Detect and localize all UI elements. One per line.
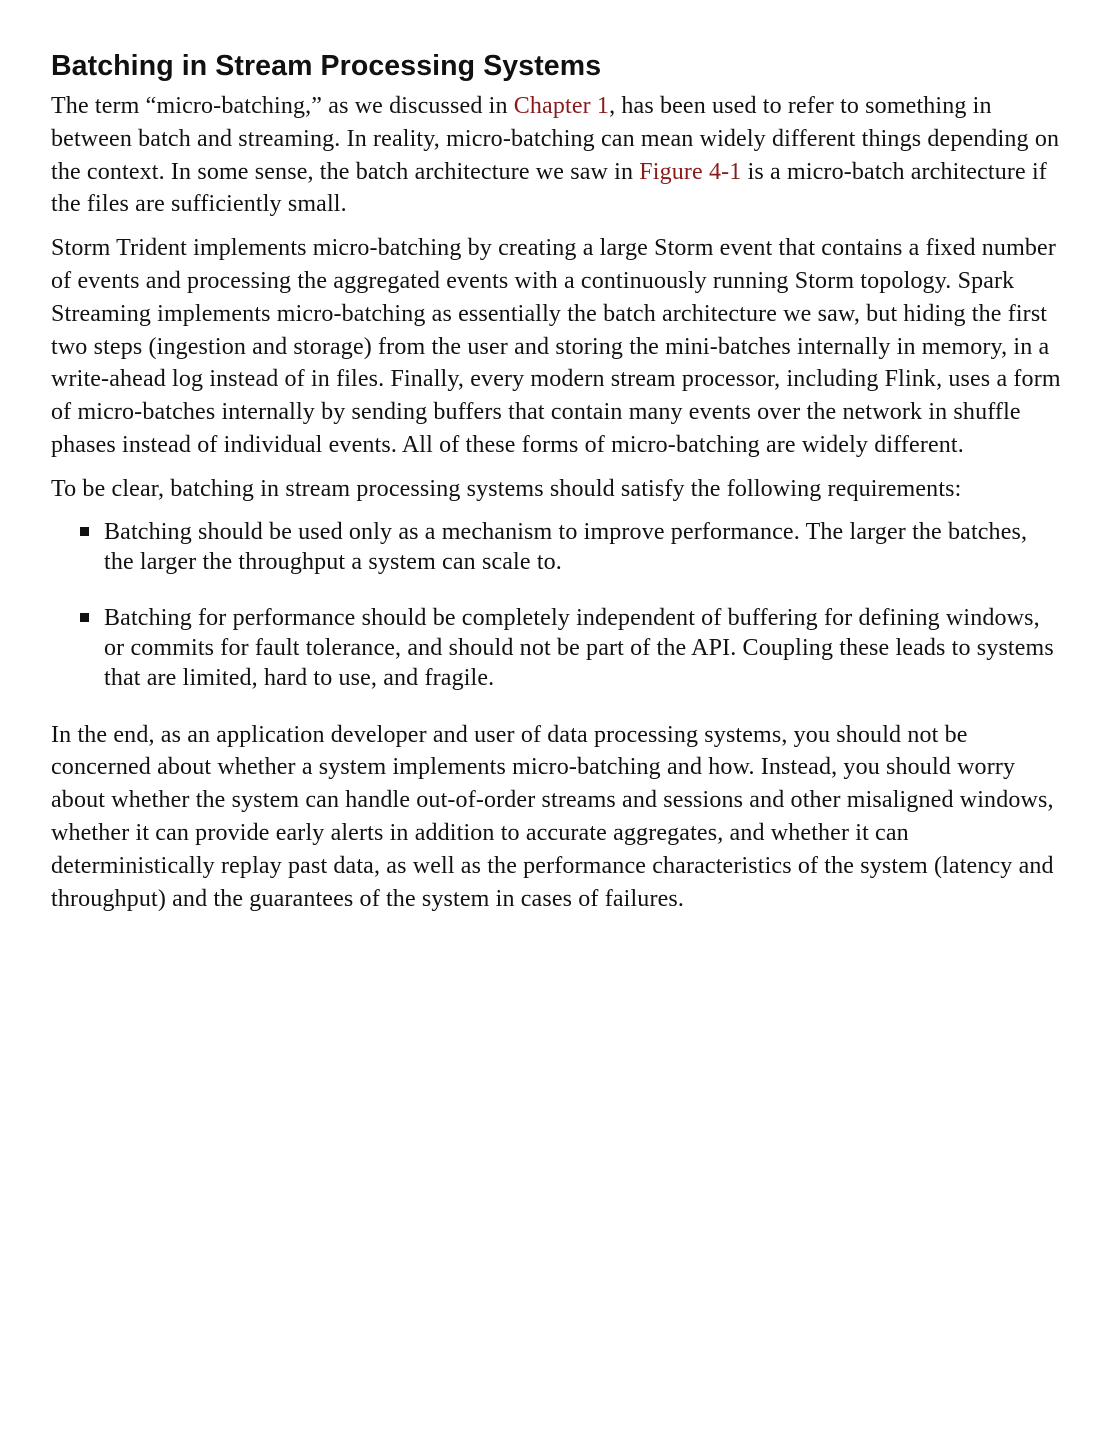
paragraph-conclusion: In the end, as an application developer and user of data processing systems, you should not be concerned about whether a system implements micro-batching and how. Instead, you should worry about whether the system can handle out-of-order streams and sessions and other misaligned windows, whether it can provide early alerts in addition to accurate aggregates, and whether it can deterministically replay past data, as well as the performance characteristics of the system (latency and throughput) and the guarantees of the system in cases of failures. xyxy=(51,721,1054,912)
chapter-1-link[interactable]: Chapter 1 xyxy=(513,93,610,119)
document-page xyxy=(51,46,1063,926)
square-bullet-icon xyxy=(80,527,89,536)
requirements-list xyxy=(51,517,1063,693)
paragraph-text: is a micro-batch architecture if the files are sufficiently small. xyxy=(51,158,1047,218)
list-item-text: Batching for performance should be completely independent of buffering for defining windows, or commits for fault tolerance, and should not be part of the API. Coupling these leads to systems that are limited, hard to use, and fragile. xyxy=(104,604,1054,691)
square-bullet-icon xyxy=(80,613,89,622)
paragraph-storm-spark-flink: Storm Trident implements micro-batching by creating a large Storm event that contains a fixed number of events and processing the aggregated events with a continuously running Storm topology. Spark Streaming implements micro-batching as essentially the batch architecture we saw, but hiding the first two steps (ingestion and storage) from the user and storing the mini-batches internally in memory, in a write-ahead log instead of in files. Finally, every modern stream processor, including Flink, uses a form of micro-batches internally by sending buffers that contain many events over the network in shuffle phases instead of individual events. All of these forms of micro-batching are widely different. xyxy=(51,235,1061,458)
list-item xyxy=(51,517,1063,577)
paragraph-text: , has been used to refer to something in between batch and streaming. In reality, micro-batching can mean widely different things depending on the context. In some sense, the batch architecture we saw in xyxy=(51,93,1060,185)
list-item-text: Batching should be used only as a mechanism to improve performance. The larger the batches, the larger the throughput a system can scale to. xyxy=(104,518,1028,575)
figure-4-1-link[interactable]: Figure 4-1 xyxy=(639,158,742,185)
paragraph-micro-batching-intro xyxy=(51,90,1063,221)
paragraph-requirements-intro: To be clear, batching in stream processing systems should satisfy the following requirements: xyxy=(51,475,962,502)
paragraph-text: The term “micro-batching,” as we discussed in xyxy=(51,93,514,119)
list-item xyxy=(51,603,1063,693)
section-title: Batching in Stream Processing Systems xyxy=(51,50,602,82)
